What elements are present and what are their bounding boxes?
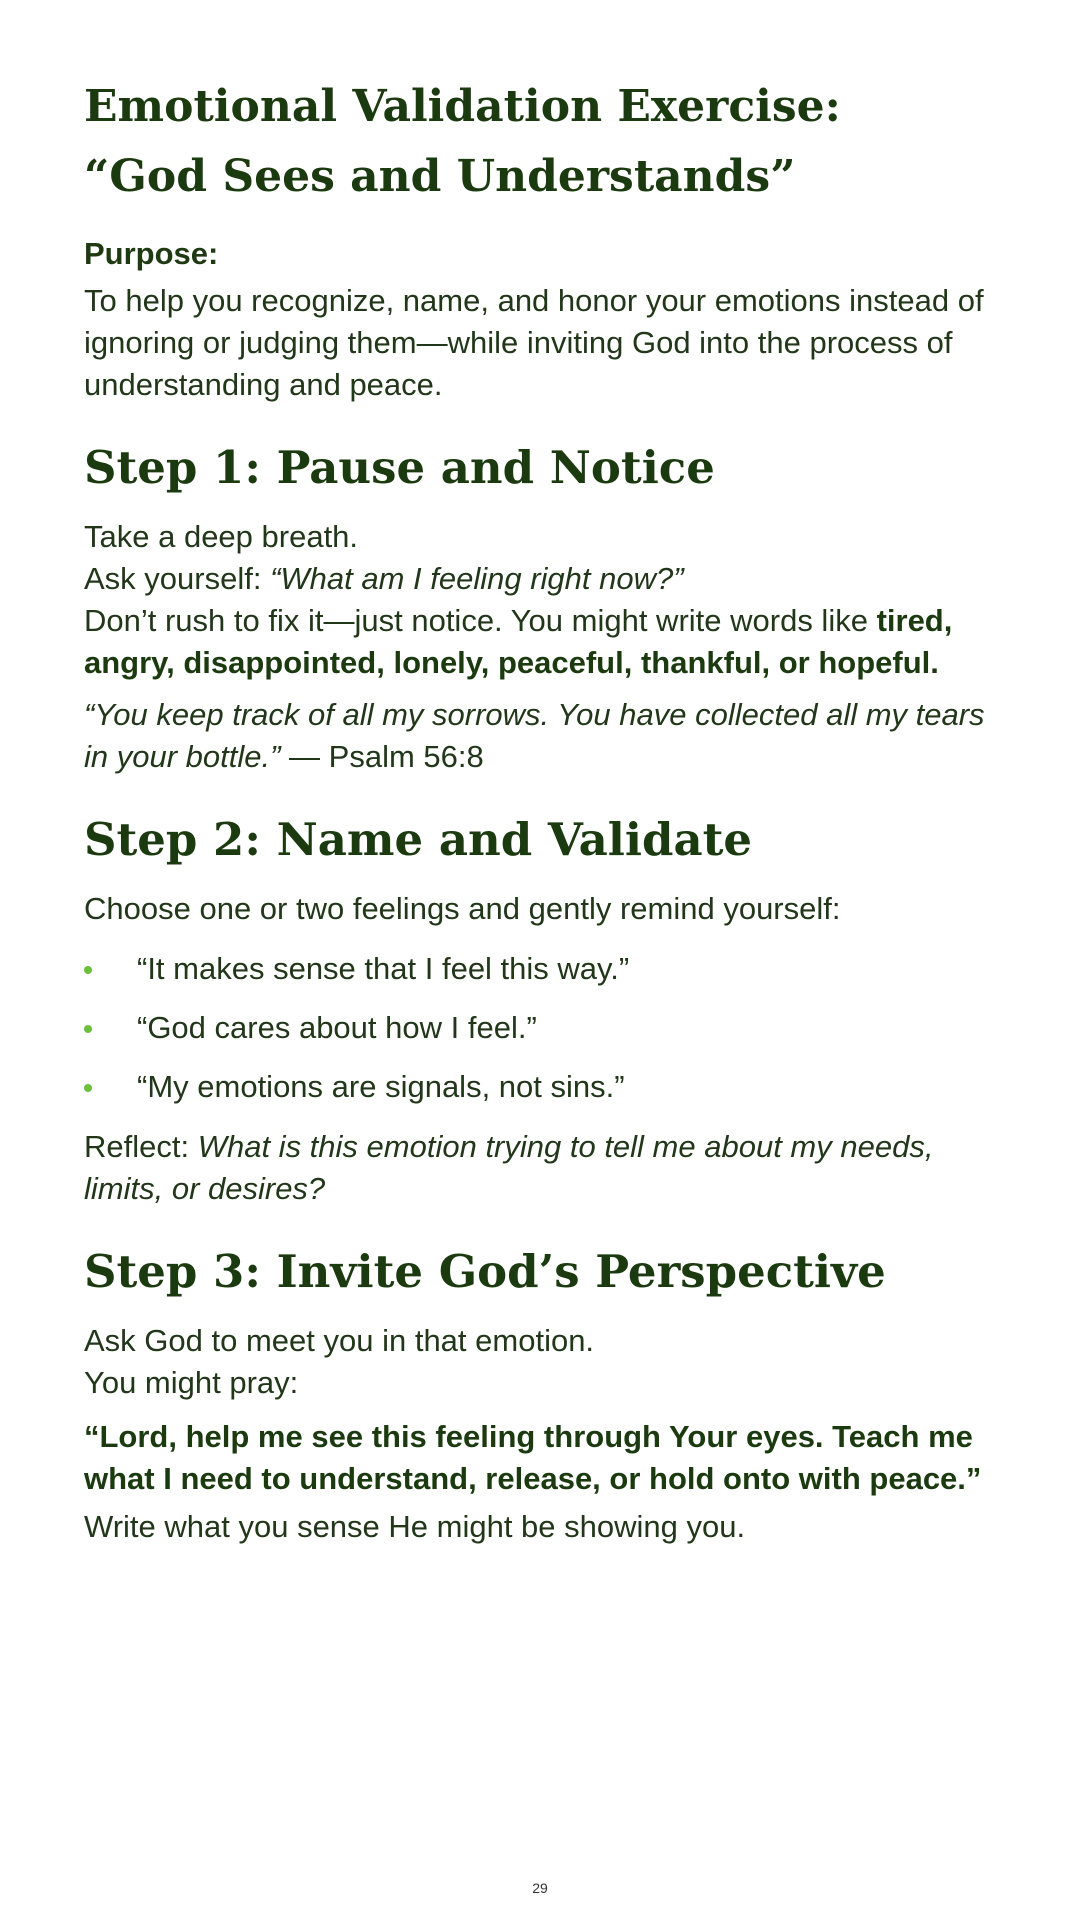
step-3-line-1: Ask God to meet you in that emotion. bbox=[84, 1323, 595, 1358]
list-item: “My emotions are signals, not sins.” bbox=[84, 1066, 1004, 1108]
bullet-icon bbox=[84, 966, 92, 974]
step-3-line-2: You might pray: bbox=[84, 1365, 299, 1400]
bullet-icon bbox=[84, 1084, 92, 1092]
step-1-notice-text: Don’t rush to fix it—just notice. You might write words like bbox=[84, 603, 877, 638]
page-content bbox=[84, 72, 1004, 1548]
reflect-prompt bbox=[84, 1126, 1004, 1210]
step-1-ask-question: “What am I feeling right now?” bbox=[270, 561, 684, 596]
reflect-prefix: Reflect: bbox=[84, 1129, 198, 1164]
page-number: 29 bbox=[532, 1880, 548, 1896]
scripture-quote-text: “You keep track of all my sorrows. You have collected all my tears in your bottle.” bbox=[84, 697, 985, 774]
page-title-line-2: “God Sees and Understands” bbox=[84, 151, 796, 202]
step-3-section bbox=[84, 1244, 1004, 1548]
step-1-feeling-words: tired, angry, disappointed, lonely, peaceful, thankful, or hopeful. bbox=[84, 603, 953, 680]
scripture-reference: — Psalm 56:8 bbox=[280, 739, 484, 774]
step-2-intro: Choose one or two feelings and gently remind yourself: bbox=[84, 891, 841, 926]
purpose-section bbox=[84, 234, 1004, 406]
step-1-ask-prefix: Ask yourself: bbox=[84, 561, 271, 596]
page-title bbox=[84, 72, 1004, 212]
affirmation-list bbox=[84, 948, 1004, 1108]
step-3-closing: Write what you sense He might be showing you. bbox=[84, 1509, 746, 1544]
step-1-notice-line bbox=[84, 600, 1004, 684]
purpose-text: To help you recognize, name, and honor your emotions instead of ignoring or judging them—while inviting God into the process of understanding and peace. bbox=[84, 283, 984, 402]
list-item: “God cares about how I feel.” bbox=[84, 1007, 1004, 1049]
reflect-question: What is this emotion trying to tell me about my needs, limits, or desires? bbox=[84, 1129, 934, 1206]
page-title-line-1: Emotional Validation Exercise: bbox=[84, 81, 841, 132]
step-1-section bbox=[84, 440, 1004, 778]
bullet-icon bbox=[84, 1025, 92, 1033]
step-1-breath-line: Take a deep breath. bbox=[84, 519, 359, 554]
list-item: “It makes sense that I feel this way.” bbox=[84, 948, 1004, 990]
scripture-quote bbox=[84, 694, 1004, 778]
step-3-heading: Step 3: Invite God’s Perspective bbox=[84, 1245, 886, 1298]
step-1-heading: Step 1: Pause and Notice bbox=[84, 441, 715, 494]
purpose-label: Purpose: bbox=[84, 236, 219, 271]
prayer-text: “Lord, help me see this feeling through Your eyes. Teach me what I need to understand, release, or hold onto with peace.” bbox=[84, 1419, 982, 1496]
step-2-heading: Step 2: Name and Validate bbox=[84, 813, 753, 866]
step-1-ask-line bbox=[84, 558, 1004, 600]
step-2-section bbox=[84, 812, 1004, 1210]
